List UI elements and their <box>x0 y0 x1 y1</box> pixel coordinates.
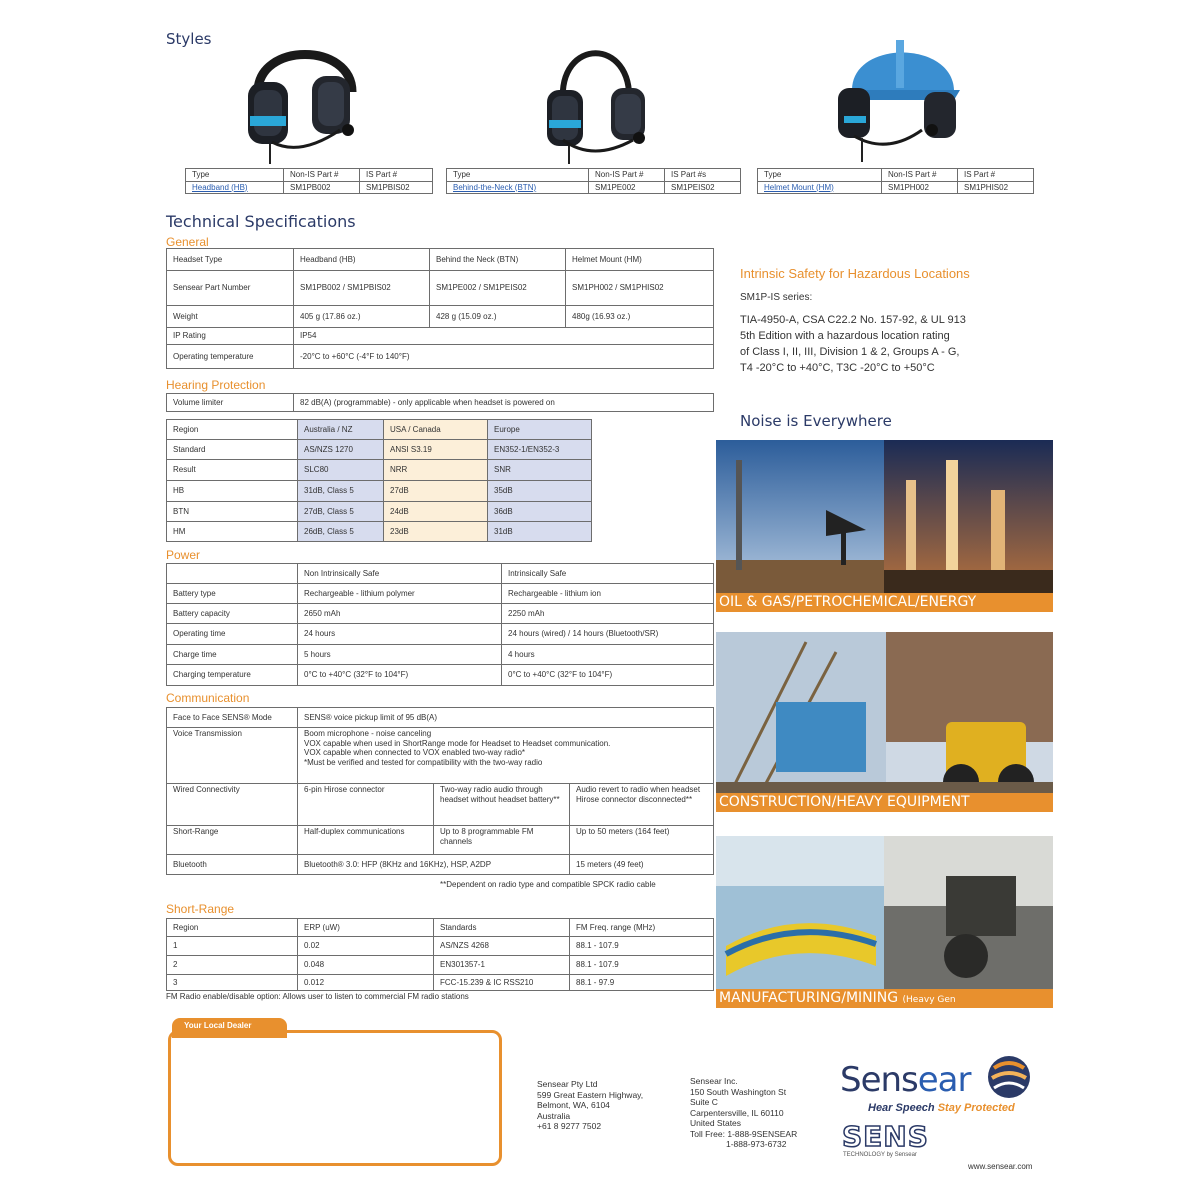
cell: SM1PH002 / SM1PHIS02 <box>566 271 714 306</box>
cell: 4 hours <box>502 645 714 665</box>
text-line: of Class I, II, III, Division 1 & 2, Groups A - G, <box>740 346 960 358</box>
address-line: United States <box>690 1118 742 1128</box>
cell: Intrinsically Safe <box>502 564 714 584</box>
cell: FM Freq. range (MHz) <box>570 919 714 937</box>
power-heading: Power <box>166 548 201 562</box>
refinery-illustration <box>716 440 1053 612</box>
caption-main: MANUFACTURING/MINING <box>719 990 899 1006</box>
cell: Operating time <box>167 624 298 645</box>
cell: SM1PBIS02 <box>360 181 433 194</box>
manufacturing-image <box>716 836 1053 1008</box>
headband-link[interactable]: Headband (HB) <box>186 181 284 194</box>
cell: 36dB <box>488 502 592 522</box>
cell: SNR <box>488 460 592 481</box>
cell: SLC80 <box>298 460 384 481</box>
sensear-tagline <box>868 1102 1015 1114</box>
cell: 405 g (17.86 oz.) <box>294 306 430 328</box>
cell: 1 <box>167 937 298 956</box>
behind-neck-link[interactable]: Behind-the-Neck (BTN) <box>447 181 589 194</box>
short-range-heading: Short-Range <box>166 902 235 916</box>
address-line: Sensear Inc. <box>690 1076 738 1086</box>
cell: Half-duplex communications <box>298 826 434 855</box>
cell: Europe <box>488 420 592 440</box>
cell: Non-IS Part # <box>284 169 360 182</box>
cell: Type <box>186 169 284 182</box>
cell: Standards <box>434 919 570 937</box>
text-line: *Must be verified and tested for compatibility with the two-way radio <box>304 757 543 767</box>
cell: 88.1 - 107.9 <box>570 956 714 975</box>
tech-spec-title: Technical Specifications <box>166 212 356 231</box>
cell: 15 meters (49 feet) <box>570 855 714 875</box>
address-line: Belmont, WA, 6104 <box>537 1100 610 1110</box>
cell: Non Intrinsically Safe <box>298 564 502 584</box>
cell: IP54 <box>294 328 714 345</box>
style-table-headband <box>185 168 433 194</box>
cell: EN352-1/EN352-3 <box>488 440 592 460</box>
cell: NRR <box>384 460 488 481</box>
tagline-b: Stay Protected <box>937 1102 1015 1114</box>
cell: Battery type <box>167 584 298 604</box>
cell: 2650 mAh <box>298 604 502 624</box>
cell: BTN <box>167 502 298 522</box>
text-line: VOX capable when used in ShortRange mode for Headset to Headset communication. <box>304 738 611 748</box>
cell: SM1PH002 <box>882 181 958 194</box>
cell: Behind the Neck (BTN) <box>430 249 566 271</box>
cell: FCC-15.239 & IC RSS210 <box>434 975 570 991</box>
address-line: Australia <box>537 1110 571 1121</box>
oil-gas-caption: OIL & GAS/PETROCHEMICAL/ENERGY <box>716 593 1053 612</box>
cell: EN301357-1 <box>434 956 570 975</box>
cell: IS Part # <box>958 169 1034 182</box>
construction-caption: CONSTRUCTION/HEAVY EQUIPMENT <box>716 793 1053 812</box>
address-usa <box>690 1076 797 1150</box>
voice-transmission-cell <box>298 728 714 784</box>
short-range-table <box>166 918 714 991</box>
cell: 5 hours <box>298 645 502 665</box>
behind-neck-headset-image <box>533 32 663 164</box>
communication-table <box>166 707 714 875</box>
cell: 0°C to +40°C (32°F to 104°F) <box>502 665 714 686</box>
sens-subtitle: TECHNOLOGY by Sensear <box>843 1152 917 1158</box>
logo-text-a: Sens <box>840 1060 918 1100</box>
text-line: Boom microphone - noise canceling <box>304 729 432 738</box>
address-line: +61 8 9277 7502 <box>537 1121 602 1131</box>
caption-sub: (Heavy Gen <box>902 995 956 1005</box>
cell: Charge time <box>167 645 298 665</box>
cell: SM1PB002 / SM1PBIS02 <box>294 271 430 306</box>
cell: 480g (16.93 oz.) <box>566 306 714 328</box>
cell: 27dB <box>384 481 488 502</box>
cell: Short-Range <box>167 826 298 855</box>
cell: Wired Connectivity <box>167 784 298 826</box>
address-line: 599 Great Eastern Highway, <box>537 1089 644 1100</box>
manufacturing-caption <box>716 989 1053 1008</box>
hearing-heading: Hearing Protection <box>166 378 266 392</box>
cell: ANSI S3.19 <box>384 440 488 460</box>
cell: AS/NZS 1270 <box>298 440 384 460</box>
general-heading: General <box>166 235 209 249</box>
cell: Bluetooth <box>167 855 298 875</box>
intrinsic-series: SM1P-IS series: <box>740 292 813 303</box>
cell: Type <box>447 169 589 182</box>
text-line: VOX capable when connected to VOX enabled two-way radio* <box>304 748 526 757</box>
cell: 6-pin Hirose connector <box>298 784 434 826</box>
cell: ERP (uW) <box>298 919 434 937</box>
sensear-logo-icon <box>986 1052 1032 1102</box>
cell: 0.048 <box>298 956 434 975</box>
cell: Sensear Part Number <box>167 271 294 306</box>
cell: AS/NZS 4268 <box>434 937 570 956</box>
sensear-logo <box>840 1060 971 1100</box>
cell: Bluetooth® 3.0: HFP (8KHz and 16KHz), HSP, A2DP <box>298 855 570 875</box>
construction-illustration <box>716 632 1053 812</box>
general-table <box>166 248 714 369</box>
construction-image <box>716 632 1053 812</box>
communication-footnote: **Dependent on radio type and compatible SPCK radio cable <box>440 880 656 889</box>
power-table <box>166 563 714 686</box>
address-line: Sensear Pty Ltd <box>537 1079 598 1089</box>
cell: 0°C to +40°C (32°F to 104°F) <box>298 665 502 686</box>
cell: 88.1 - 97.9 <box>570 975 714 991</box>
cell: Headband (HB) <box>294 249 430 271</box>
cell: Standard <box>167 440 298 460</box>
cell: IS Part #s <box>665 169 741 182</box>
dealer-box <box>168 1030 502 1166</box>
cell: Result <box>167 460 298 481</box>
style-table-btn <box>446 168 741 194</box>
text-line: TIA-4950-A, CSA C22.2 No. 157-92, & UL 913 <box>740 314 966 326</box>
noise-title: Noise is Everywhere <box>740 412 892 430</box>
text-line: T4 -20°C to +40°C, T3C -20°C to +50°C <box>740 362 935 374</box>
logo-text-b: ear <box>917 1060 971 1100</box>
dealer-label: Your Local Dealer <box>184 1021 252 1030</box>
cell: Volume limiter <box>167 394 294 412</box>
address-line: Carpentersville, IL 60110 <box>690 1107 784 1118</box>
cell: SM1PHIS02 <box>958 181 1034 194</box>
address-line: Suite C <box>690 1097 718 1107</box>
cell: USA / Canada <box>384 420 488 440</box>
cell: 2 <box>167 956 298 975</box>
cell: Weight <box>167 306 294 328</box>
cell: 0.02 <box>298 937 434 956</box>
cell: Charging temperature <box>167 665 298 686</box>
cell <box>167 564 298 584</box>
cell: 2250 mAh <box>502 604 714 624</box>
address-line: 150 South Washington St <box>690 1086 787 1097</box>
tagline-a: Hear Speech <box>868 1102 935 1114</box>
cell: 23dB <box>384 522 488 542</box>
cell: 24dB <box>384 502 488 522</box>
cell: Battery capacity <box>167 604 298 624</box>
cell: SM1PE002 <box>589 181 665 194</box>
cell: Audio revert to radio when headset Hirose connector disconnected** <box>570 784 714 826</box>
cell: -20°C to +60°C (-4°F to 140°F) <box>294 345 714 369</box>
website-link[interactable]: www.sensear.com <box>968 1162 1033 1171</box>
volume-limiter-table <box>166 393 714 412</box>
cell: SM1PB002 <box>284 181 360 194</box>
intrinsic-text <box>740 312 966 376</box>
cell: 35dB <box>488 481 592 502</box>
cell: Rechargeable - lithium ion <box>502 584 714 604</box>
cell: 24 hours <box>298 624 502 645</box>
cell: Non-IS Part # <box>589 169 665 182</box>
cell: 3 <box>167 975 298 991</box>
cell: IS Part # <box>360 169 433 182</box>
cell: Voice Transmission <box>167 728 298 784</box>
cell: 428 g (15.09 oz.) <box>430 306 566 328</box>
helmet-mount-headset-image <box>832 30 964 164</box>
fm-radio-note: FM Radio enable/disable option: Allows user to listen to commercial FM radio stations <box>166 992 469 1001</box>
headband-headset-image <box>240 32 370 164</box>
cell: HM <box>167 522 298 542</box>
cell: 24 hours (wired) / 14 hours (Bluetooth/SR) <box>502 624 714 645</box>
cell: SENS® voice pickup limit of 95 dB(A) <box>298 708 714 728</box>
communication-heading: Communication <box>166 691 250 705</box>
cell: Region <box>167 420 298 440</box>
address-line: Toll Free: 1-888-9SENSEAR <box>690 1128 798 1139</box>
sens-logo: SENS <box>842 1120 929 1153</box>
cell: 0.012 <box>298 975 434 991</box>
cell: SM1PE002 / SM1PEIS02 <box>430 271 566 306</box>
cell: Helmet Mount (HM) <box>566 249 714 271</box>
cell: 27dB, Class 5 <box>298 502 384 522</box>
cell: 26dB, Class 5 <box>298 522 384 542</box>
intrinsic-title: Intrinsic Safety for Hazardous Locations <box>740 266 970 281</box>
cell: Up to 8 programmable FM channels <box>434 826 570 855</box>
hearing-table <box>166 419 592 542</box>
cell: Headset Type <box>167 249 294 271</box>
cell: SM1PEIS02 <box>665 181 741 194</box>
cell: 88.1 - 107.9 <box>570 937 714 956</box>
helmet-mount-link[interactable]: Helmet Mount (HM) <box>758 181 882 194</box>
text-line: 5th Edition with a hazardous location rating <box>740 330 950 342</box>
address-australia <box>537 1079 643 1132</box>
cell: Australia / NZ <box>298 420 384 440</box>
cell: Non-IS Part # <box>882 169 958 182</box>
cell: Region <box>167 919 298 937</box>
cell: Two-way radio audio through headset without headset battery** <box>434 784 570 826</box>
cell: HB <box>167 481 298 502</box>
cell: Rechargeable - lithium polymer <box>298 584 502 604</box>
cell: 31dB <box>488 522 592 542</box>
manufacturing-illustration <box>716 836 1053 1008</box>
style-table-helmet <box>757 168 1034 194</box>
cell: Type <box>758 169 882 182</box>
cell: Face to Face SENS® Mode <box>167 708 298 728</box>
address-line: 1-888-973-6732 <box>726 1139 787 1149</box>
styles-title: Styles <box>166 30 212 48</box>
cell: 31dB, Class 5 <box>298 481 384 502</box>
oil-gas-image <box>716 440 1053 612</box>
cell: IP Rating <box>167 328 294 345</box>
cell: 82 dB(A) (programmable) - only applicable when headset is powered on <box>294 394 714 412</box>
cell: Up to 50 meters (164 feet) <box>570 826 714 855</box>
cell: Operating temperature <box>167 345 294 369</box>
